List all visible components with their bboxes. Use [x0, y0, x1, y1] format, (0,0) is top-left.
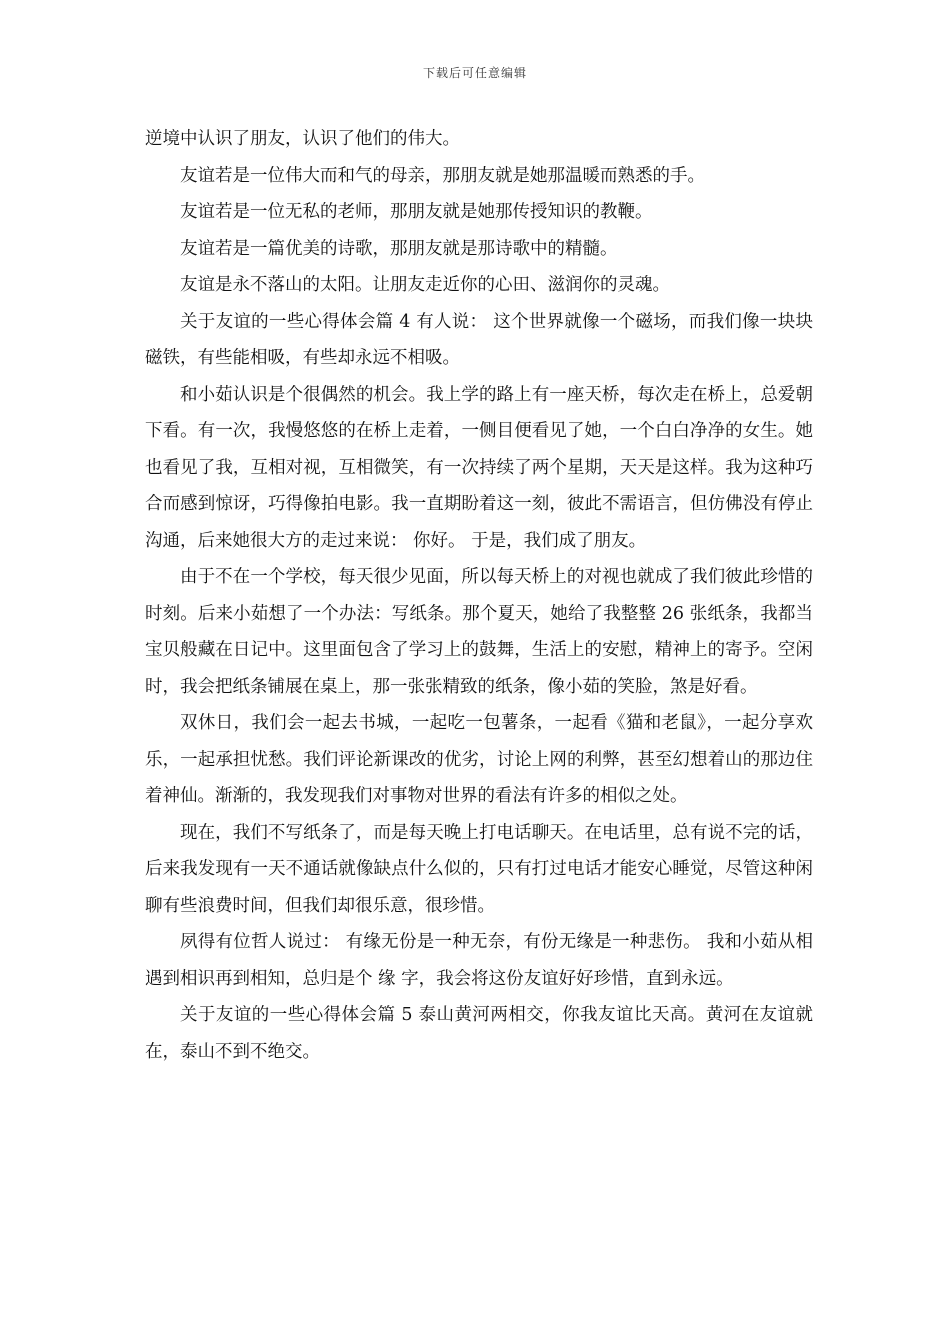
paragraph: 友谊若是一位无私的老师，那朋友就是她那传授知识的教鞭。 [180, 202, 653, 222]
paragraph: 由于不在一个学校，每天很少见面，所以每天桥上的对视也就成了我们彼此珍惜的时刻。后来小茹想了一个办法：写纸条。那个夏天，她给了我整整 26 张纸条，我都当宝贝般藏在日记中。这里面包含了学习上的鼓舞，生活上的安慰，精神上的寄予。空闲时，我会把纸条铺展在桌上，那一张张精致的纸条，像小茹的笑脸，煞是好看。 [145, 567, 813, 697]
paragraph: 友谊若是一篇优美的诗歌，那朋友就是那诗歌中的精髓。 [180, 238, 618, 259]
paragraph: 友谊是永不落山的太阳。让朋友走近你的心田、滋润你的灵魂。 [180, 275, 670, 295]
paragraph: 夙得有位哲人说过： 有缘无份是一种无奈，有份无缘是一种悲伤。 我和小茹从相遇到相识再到相知，总归是个 缘 字，我会将这份友谊好好珍惜，直到永远。 [145, 932, 813, 989]
page-header: 下载后可任意编辑 [422, 66, 527, 80]
document-body [145, 121, 813, 1070]
section-heading-paragraph: 关于友谊的一些心得体会篇 4 有人说： 这个世界就像一个磁场，而我们像一块块磁铁，有些能相吸，有些却永远不相吸。 [145, 311, 813, 368]
section-heading-paragraph: 关于友谊的一些心得体会篇 5 泰山黄河两相交，你我友谊比天高。黄河在友谊就在，泰山不到不绝交。 [145, 1005, 813, 1062]
paragraph: 逆境中认识了朋友，认识了他们的伟大。 [145, 129, 460, 149]
paragraph: 友谊若是一位伟大而和气的母亲，那朋友就是她那温暖而熟悉的手。 [180, 165, 705, 186]
paragraph: 现在，我们不写纸条了，而是每天晚上打电话聊天。在电话里，总有说不完的话，后来我发现有一天不通话就像缺点什么似的，只有打过电话才能安心睡觉，尽管这种闲聊有些浪费时间，但我们却很乐意，很珍惜。 [145, 822, 813, 916]
paragraph: 和小茹认识是个很偶然的机会。我上学的路上有一座天桥，每次走在桥上，总爱朝下看。有一次，我慢悠悠的在桥上走着，一侧目便看见了她，一个白白净净的女生。她也看见了我，互相对视，互相微笑，有一次持续了两个星期，天天是这样。我为这种巧合而感到惊讶，巧得像拍电影。我一直期盼着这一刻，彼此不需语言，但仿佛没有停止沟通，后来她很大方的走过来说： 你好。 于是，我们成了朋友。 [145, 384, 813, 551]
paragraph: 双休日，我们会一起去书城，一起吃一包薯条，一起看《猫和老鼠》，一起分享欢乐，一起承担忧愁。我们评论新课改的优劣，讨论上网的利弊，甚至幻想着山的那边住着神仙。渐渐的，我发现我们对事物对世界的看法有许多的相似之处。 [145, 713, 813, 806]
